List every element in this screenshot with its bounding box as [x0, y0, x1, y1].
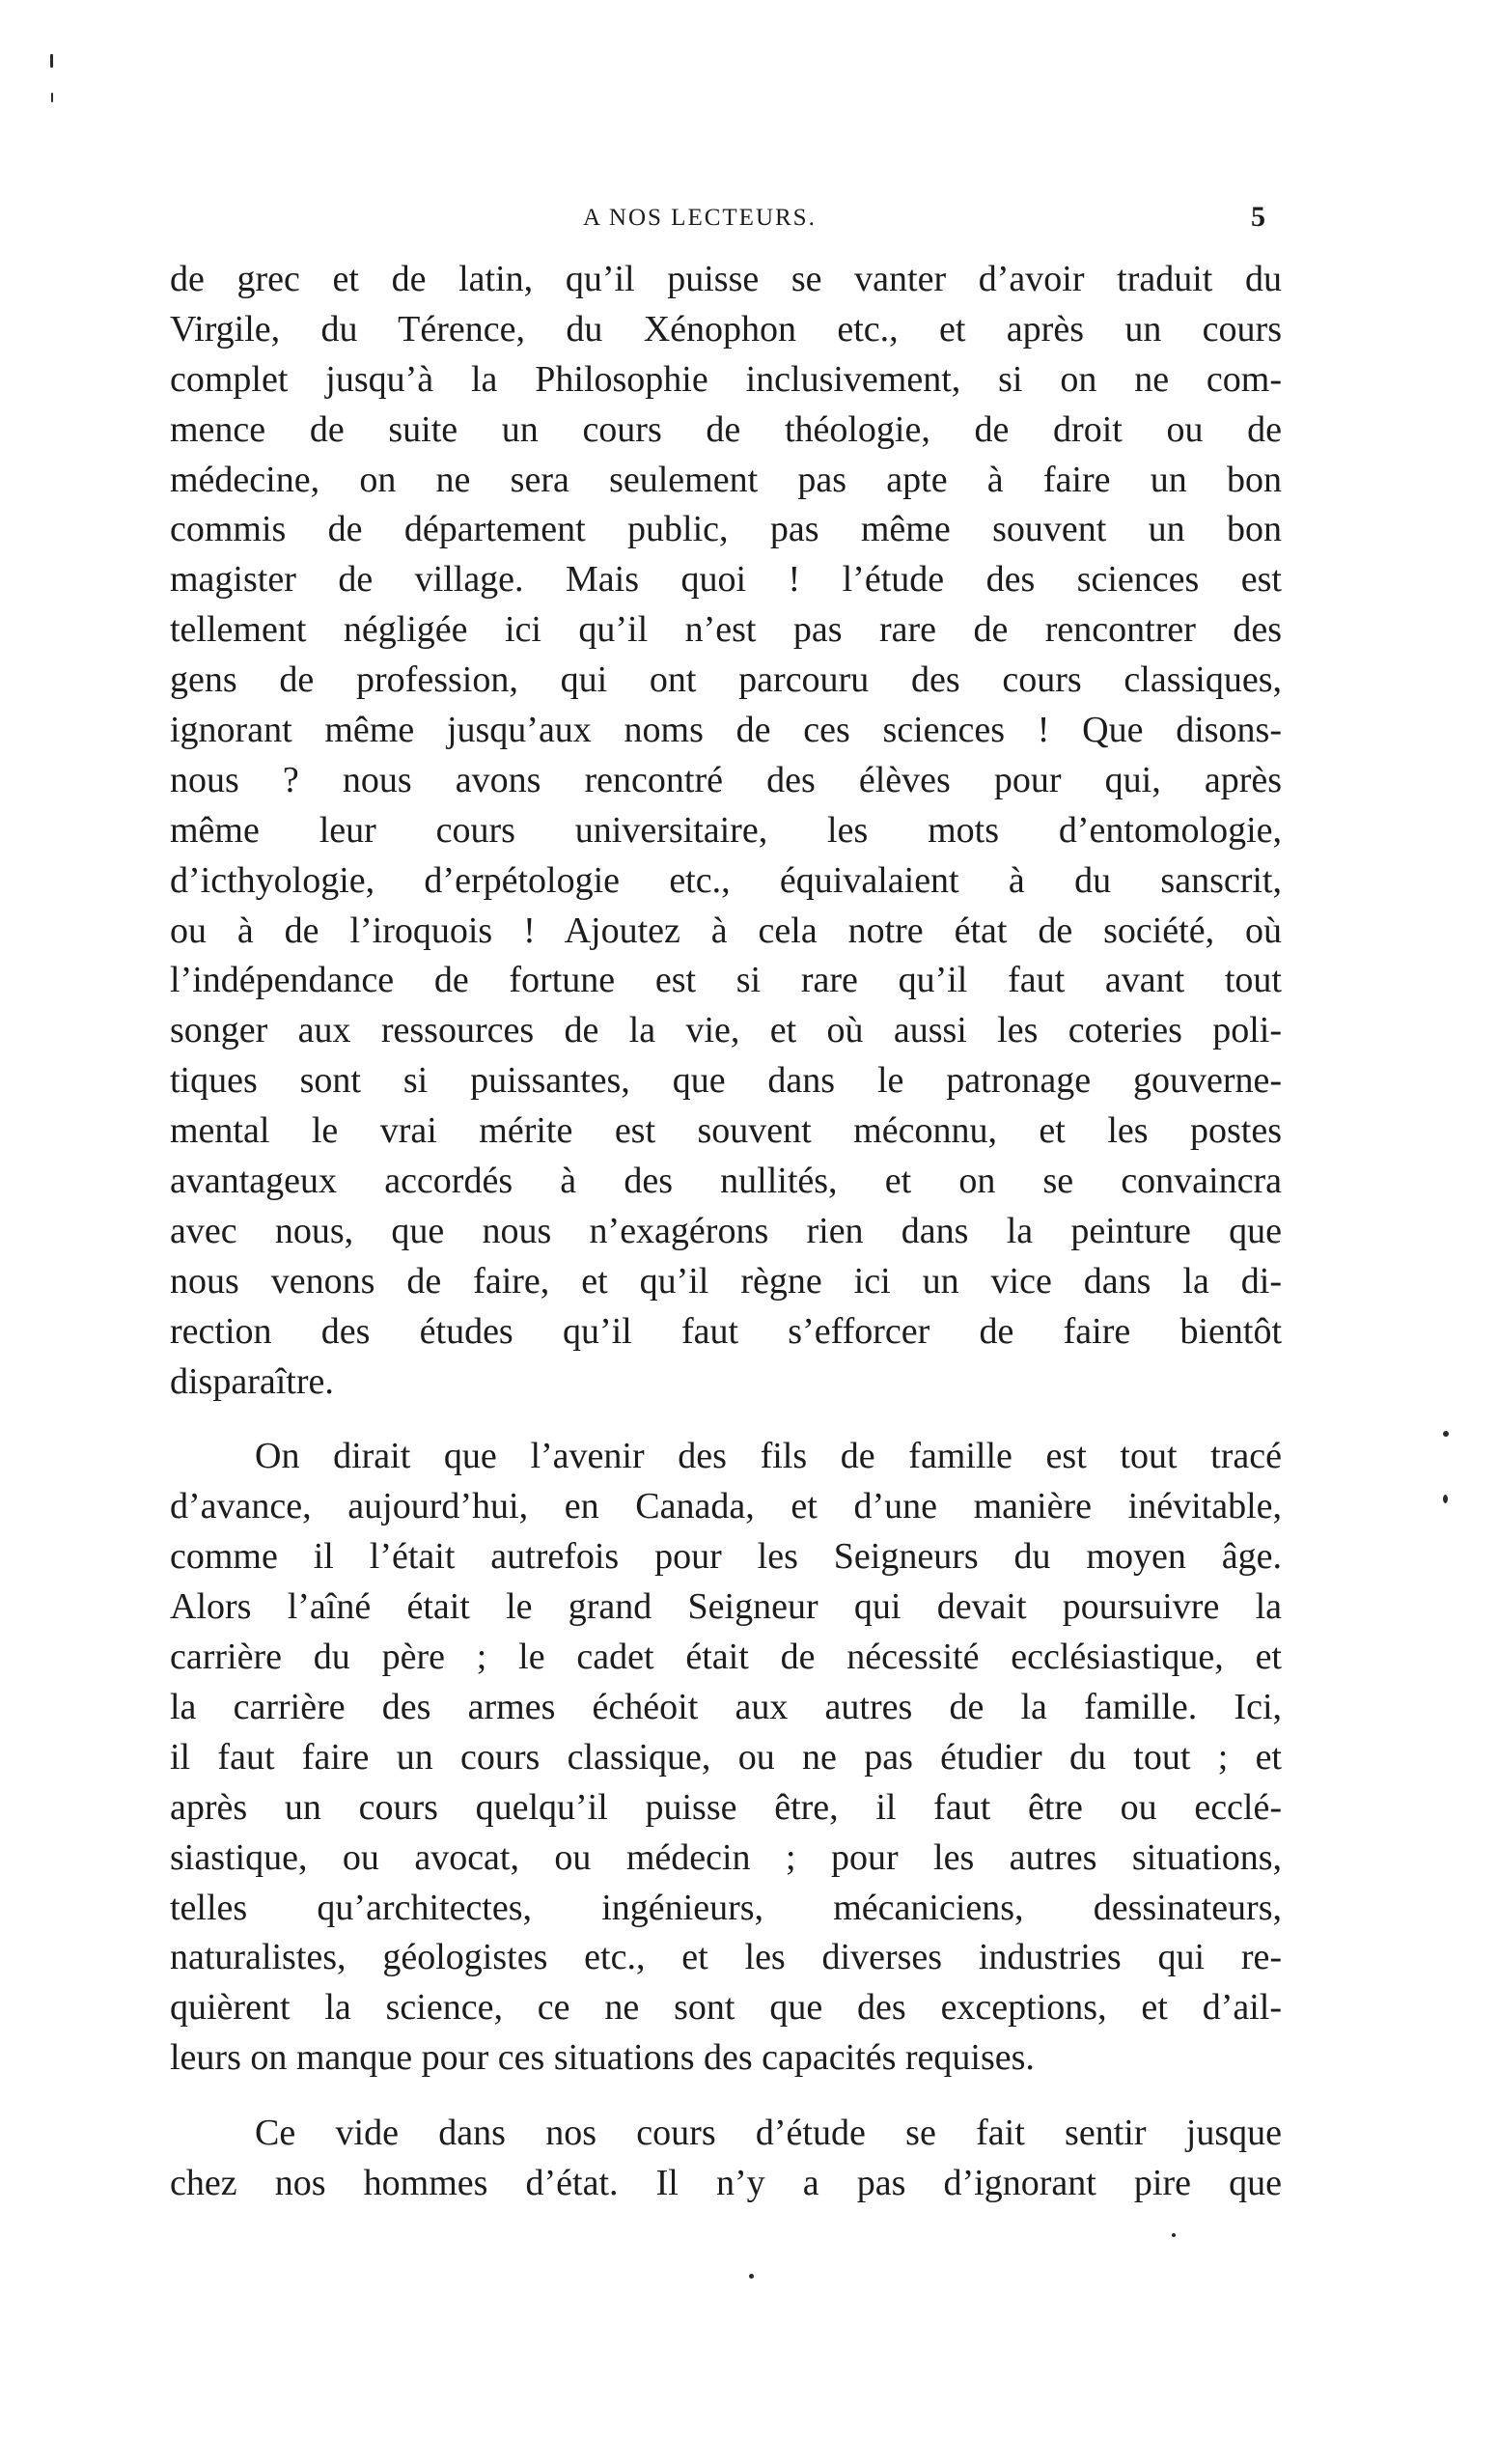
text-line: après un cours quelqu’il puisse être, il faut être ou ecclé- — [170, 1786, 1282, 1828]
text-line: disparaître. — [170, 1360, 334, 1402]
text-line: complet jusqu’à la Philosophie inclusivement, si on ne com- — [170, 358, 1282, 400]
text-line: siastique, ou avocat, ou médecin ; pour les autres situations, — [170, 1836, 1282, 1878]
text-line: On dirait que l’avenir des fils de famille est tout tracé — [255, 1436, 1282, 1477]
text-line: telles qu’architectes, ingénieurs, mécaniciens, dessinateurs, — [170, 1887, 1282, 1928]
text-line: rection des études qu’il faut s’efforcer de faire bientôt — [170, 1310, 1282, 1352]
text-line: comme il l’était autrefois pour les Seigneurs du moyen âge. — [170, 1536, 1282, 1578]
text-line: commis de département public, pas même souvent un bon — [170, 509, 1282, 550]
text-line: d’icthyologie, d’erpétologie etc., équivalaient à du sanscrit, — [170, 859, 1282, 901]
text-line: tellement négligée ici qu’il n’est pas rare de rencontrer des — [170, 609, 1282, 651]
text-line: avec nous, que nous n’exagérons rien dans la peinture que — [170, 1210, 1282, 1251]
scan-speck — [749, 2274, 754, 2279]
text-line: chez nos hommes d’état. Il n’y a pas d’ignorant pire que — [170, 2162, 1282, 2203]
text-line: magister de village. Mais quoi ! l’étude des sciences est — [170, 559, 1282, 601]
text-line: de grec et de latin, qu’il puisse se vanter d’avoir traduit du — [170, 259, 1282, 299]
text-line: tiques sont si puissantes, que dans le patronage gouverne- — [170, 1060, 1282, 1102]
body-text — [170, 255, 1282, 2209]
scan-speck — [1172, 2233, 1176, 2237]
text-line: Alors l’aîné était le grand Seigneur qui devait poursuivre la — [170, 1586, 1282, 1628]
text-line: ignorant même jusqu’aux noms de ces sciences ! Que disons- — [170, 710, 1282, 751]
scan-speck — [50, 54, 53, 68]
text-line: Virgile, du Térence, du Xénophon etc., et après un cours — [170, 308, 1282, 350]
text-line: ou à de l’iroquois ! Ajoutez à cela notre état de société, où — [170, 910, 1282, 951]
text-line: la carrière des armes échéoit aux autres de la famille. Ici, — [170, 1686, 1282, 1727]
text-line: l’indépendance de fortune est si rare qu’il faut avant tout — [170, 960, 1282, 1001]
text-line: il faut faire un cours classique, ou ne pas étudier du tout ; et — [170, 1736, 1282, 1778]
scan-speck — [1443, 1431, 1449, 1437]
paragraph-gap — [170, 2084, 1282, 2109]
running-title: A NOS LECTEURS. — [583, 205, 817, 231]
text-line: d’avance, aujourd’hui, en Canada, et d’une manière inévitable, — [170, 1486, 1282, 1527]
text-line: nous ? nous avons rencontré des élèves pour qui, après — [170, 759, 1282, 800]
text-line: nous venons de faire, et qu’il règne ici un vice dans la di- — [170, 1260, 1282, 1302]
text-line: quièrent la science, ce ne sont que des exceptions, et d’ail- — [170, 1987, 1282, 2029]
text-line: mence de suite un cours de théologie, de droit ou de — [170, 408, 1282, 450]
text-line: avantageux accordés à des nullités, et on se convaincra — [170, 1161, 1282, 1202]
text-line: médecine, on ne sera seulement pas apte à faire un bon — [170, 459, 1282, 500]
text-line: carrière du père ; le cadet était de nécessité ecclésiastique, et — [170, 1637, 1282, 1678]
running-head — [0, 201, 1498, 243]
text-line: leurs on manque pour ces situations des capacités requises. — [170, 2037, 1035, 2079]
text-line: gens de profession, qui ont parcouru des cours classiques, — [170, 659, 1282, 701]
text-line: naturalistes, géologistes etc., et les diverses industries qui re- — [170, 1937, 1282, 1978]
text-line: songer aux ressources de la vie, et où aussi les coteries poli- — [170, 1010, 1282, 1051]
scan-speck — [51, 93, 53, 102]
scan-speck — [1443, 1495, 1448, 1503]
text-line: mental le vrai mérite est souvent méconnu, et les postes — [170, 1110, 1282, 1152]
text-line: Ce vide dans nos cours d’étude se fait sentir jusque — [255, 2113, 1282, 2154]
text-line: même leur cours universitaire, les mots d’entomologie, — [170, 809, 1282, 851]
paragraph-gap — [170, 1407, 1282, 1432]
page-number: 5 — [1251, 201, 1265, 233]
